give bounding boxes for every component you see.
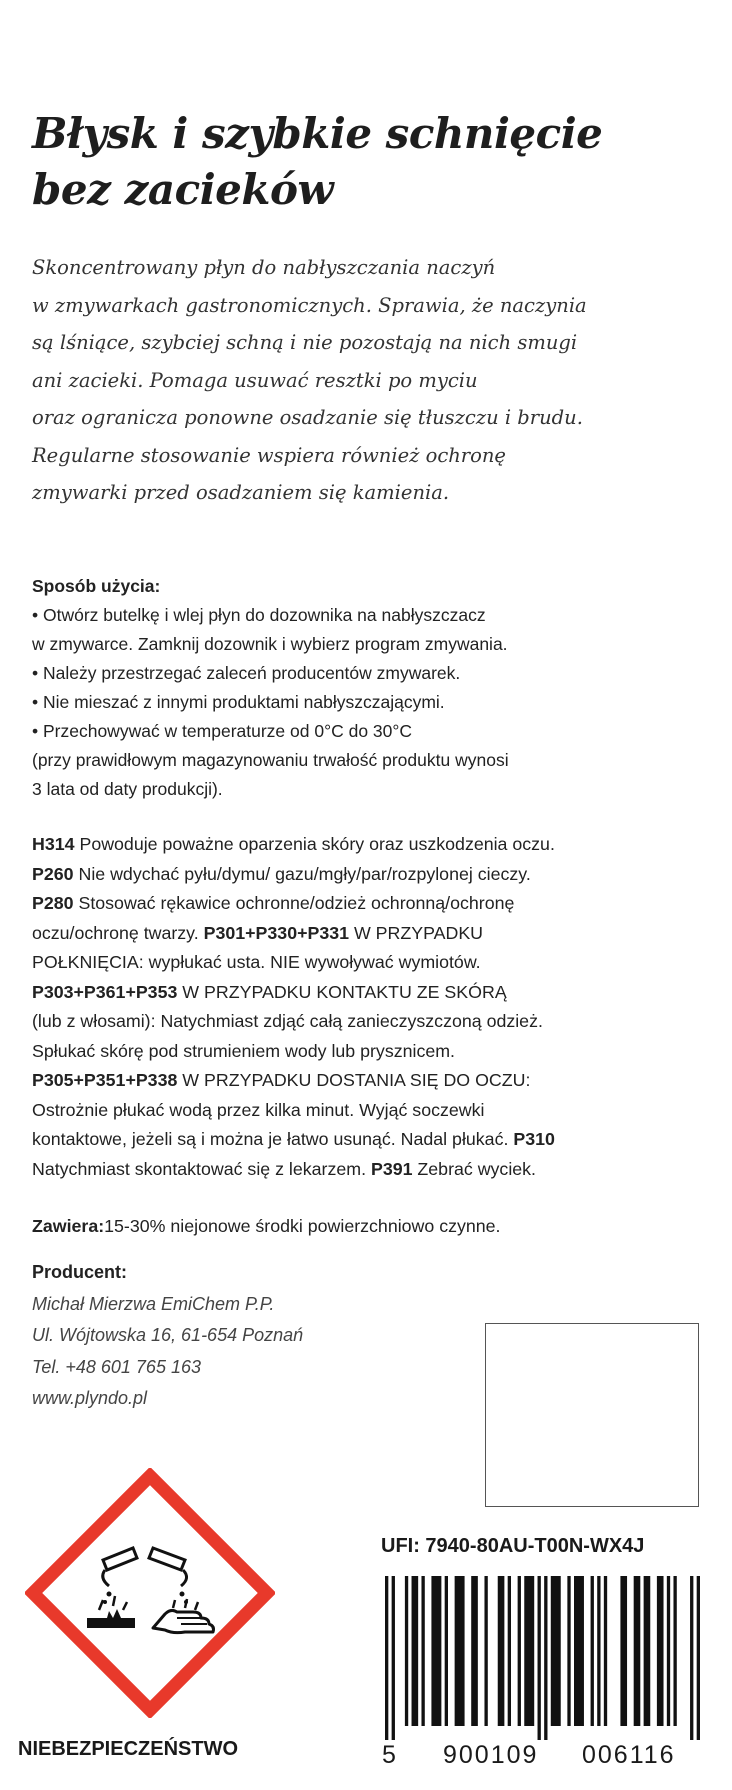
barcode-bar <box>412 1576 419 1726</box>
hazard-text: (lub z włosami): Natychmiast zdjąć całą zanieczyszczoną odzież. <box>32 1011 543 1031</box>
usage-line: (przy prawidłowym magazynowaniu trwałość produktu wynosi <box>32 750 509 770</box>
ingredients-label: Zawiera: <box>32 1216 105 1236</box>
barcode-bar <box>471 1576 478 1726</box>
barcode-bar <box>538 1576 541 1740</box>
hazard-line <box>32 889 722 919</box>
barcode-bar <box>385 1576 388 1740</box>
usage-line: • Otwórz butelkę i wlej płyn do dozownika na nabłyszczacz <box>32 605 486 625</box>
barcode-bar <box>591 1576 594 1726</box>
hazard-line <box>32 948 722 978</box>
barcode-bar <box>644 1576 651 1726</box>
barcode-bar <box>673 1576 676 1726</box>
producer-line: Ul. Wójtowska 16, 61-654 Poznań <box>32 1325 304 1345</box>
hazard-line <box>32 978 722 1008</box>
barcode-bar <box>508 1576 511 1726</box>
hazard-text: POŁKNIĘCIA: wypłukać usta. NIE wywoływać wymiotów. <box>32 952 481 972</box>
hazard-text: Powoduje poważne oparzenia skóry oraz uszkodzenia oczu. <box>74 834 555 854</box>
barcode-bar <box>597 1576 600 1726</box>
barcode-bar <box>484 1576 487 1726</box>
barcode-bar <box>604 1576 607 1726</box>
barcode-bar <box>524 1576 534 1726</box>
producer-heading: Producent: <box>32 1262 128 1282</box>
barcode-bar <box>567 1576 570 1726</box>
barcode-bar <box>455 1576 465 1726</box>
hazard-diamond-border <box>33 1476 267 1710</box>
barcode-bar <box>405 1576 408 1726</box>
barcode-left-group: 900109 <box>443 1741 539 1769</box>
barcode-bar <box>620 1576 627 1726</box>
signal-word: NIEBEZPIECZEŃSTWO <box>18 1738 239 1760</box>
producer-line: www.plyndo.pl <box>32 1388 148 1408</box>
hazard-line <box>32 919 722 949</box>
barcode-digits <box>382 1740 705 1774</box>
hazard-code: H314 <box>32 834 75 854</box>
hazard-text: W PRZYPADKU KONTAKTU ZE SKÓRĄ <box>177 981 507 1002</box>
barcode-bar <box>657 1576 664 1726</box>
description-line: Regularne stosowanie wspiera również ochronę <box>32 443 506 467</box>
hazard-code: P310 <box>513 1129 555 1149</box>
headline-line: Błysk i szybkie schnięcie <box>32 109 603 158</box>
hazard-line <box>32 1096 722 1126</box>
hazard-text: Natychmiast skontaktować się z lekarzem. <box>32 1158 371 1179</box>
barcode-bar <box>431 1576 441 1726</box>
barcode-bar <box>697 1576 700 1740</box>
barcode-right-group: 006116 <box>582 1741 676 1769</box>
barcode-bar <box>421 1576 424 1726</box>
hazard-line <box>32 830 722 860</box>
description-line: oraz ogranicza ponowne osadzanie się tłuszczu i brudu. <box>32 406 583 429</box>
barcode-bar <box>518 1576 521 1726</box>
barcode-bar <box>544 1576 547 1740</box>
hazard-text: Stosować rękawice ochronne/odzież ochronną/ochronę <box>73 893 515 913</box>
barcode-bar <box>667 1576 670 1726</box>
hazard-text: Spłukać skórę pod strumieniem wody lub prysznicem. <box>32 1040 455 1061</box>
description-line: w zmywarkach gastronomicznych. Sprawia, że naczynia <box>32 293 587 317</box>
ingredients-line <box>32 1212 712 1240</box>
description-line: są lśniące, szybciej schną i nie pozostają na nich smugi <box>32 331 578 354</box>
hazard-line <box>32 1007 722 1037</box>
barcode-bar <box>498 1576 505 1726</box>
hazard-line <box>32 1037 722 1067</box>
ingredients-text: 15-30% niejonowe środki powierzchniowo czynne. <box>104 1216 501 1236</box>
hazard-line <box>32 1066 722 1096</box>
hazard-text: oczu/ochronę twarzy. <box>32 922 204 943</box>
hazard-text: W PRZYPADKU <box>349 922 484 943</box>
ghs05-corrosion-icon <box>25 1468 275 1718</box>
usage-heading: Sposób użycia: <box>32 576 161 596</box>
barcode-bar <box>392 1576 395 1740</box>
hazard-text: Ostrożnie płukać wodą przez kilka minut. Wyjąć soczewki <box>32 1099 485 1120</box>
barcode-bar <box>690 1576 693 1740</box>
producer-line: Tel. +48 601 765 163 <box>32 1356 201 1377</box>
hazard-text: Zebrać wyciek. <box>412 1158 536 1179</box>
hazard-text: W PRZYPADKU DOSTANIA SIĘ DO OCZU: <box>177 1070 531 1090</box>
product-headline <box>32 106 712 218</box>
ean13-barcode <box>385 1576 700 1740</box>
barcode-bar <box>445 1576 448 1726</box>
producer-info <box>32 1257 452 1415</box>
producer-line: Michał Mierzwa EmiChem P.P. <box>32 1293 275 1314</box>
batch-stamp-box <box>485 1323 699 1507</box>
hazard-line <box>32 1155 722 1185</box>
headline-line: bez zacieków <box>32 165 334 214</box>
hazard-code: P303+P361+P353 <box>32 981 178 1002</box>
hazard-statements <box>32 830 722 1184</box>
usage-instructions <box>32 572 712 804</box>
usage-line: 3 lata od daty produkcji). <box>32 779 223 799</box>
hazard-text: kontaktowe, jeżeli są i można je łatwo usunąć. Nadal płukać. <box>32 1129 514 1149</box>
hazard-code: P280 <box>32 893 74 913</box>
hazard-code: P391 <box>370 1158 413 1179</box>
hazard-code: P301+P330+P331 <box>203 922 349 943</box>
hazard-line <box>32 1125 722 1155</box>
usage-line: • Nie mieszać z innymi produktami nabłyszczającymi. <box>32 692 445 712</box>
barcode-bar <box>634 1576 641 1726</box>
barcode-bar <box>551 1576 561 1726</box>
hazard-code: P305+P351+P338 <box>32 1070 178 1090</box>
barcode-bar <box>574 1576 584 1726</box>
usage-line: w zmywarce. Zamknij dozownik i wybierz program zmywania. <box>32 634 508 654</box>
description-line: ani zacieki. Pomaga usuwać resztki po myciu <box>32 368 478 392</box>
usage-line: • Należy przestrzegać zaleceń producentów zmywarek. <box>32 663 461 683</box>
description-line: Skoncentrowany płyn do nabłyszczania naczyń <box>32 256 496 279</box>
hazard-line <box>32 860 722 890</box>
hazard-code: P260 <box>32 863 74 884</box>
producer-lines <box>32 1289 452 1415</box>
usage-lines <box>32 601 712 804</box>
ufi-code: UFI: 7940-80AU-T00N-WX4J <box>381 1535 645 1557</box>
barcode-first-digit: 5 <box>382 1741 398 1769</box>
product-description <box>32 249 722 512</box>
description-line: zmywarki przed osadzaniem się kamienia. <box>32 481 450 504</box>
hazard-text: Nie wdychać pyłu/dymu/ gazu/mgły/par/rozpylonej cieczy. <box>73 863 531 884</box>
usage-line: • Przechowywać w temperaturze od 0°C do 30°C <box>32 721 413 741</box>
